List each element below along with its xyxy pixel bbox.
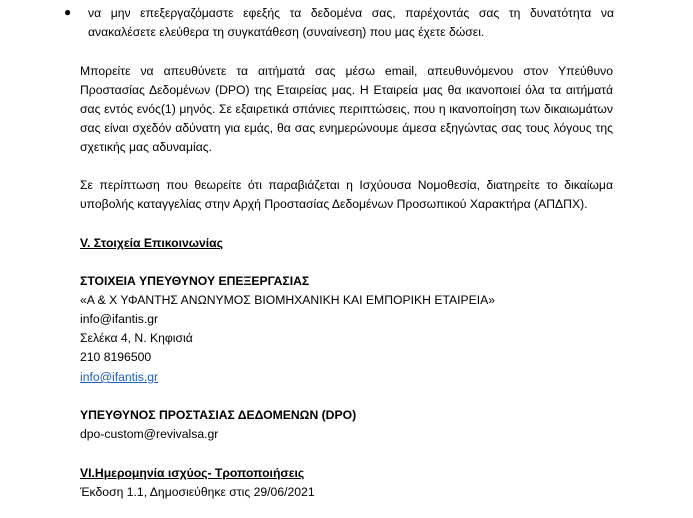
complaint-paragraph: Σε περίπτωση που θεωρείτε ότι παραβιάζεται η Ισχύουσα Νομοθεσία, διατηρείτε το δικαίωμα υποβολής καταγγελίας στην Αρχή Προστασίας Δεδομένων Προσωπικού Χαρακτήρα (ΑΠΔΠΧ).	[80, 178, 613, 211]
controller-title: ΣΤΟΙΧΕΙΑ ΥΠΕΥΘΥΝΟΥ ΕΠΕΞΕΡΓΑΣΙΑΣ	[80, 274, 310, 288]
dpo-title: ΥΠΕΥΘΥΝΟΣ ΠΡΟΣΤΑΣΙΑΣ ΔΕΔΟΜΕΝΩΝ (DPO)	[80, 408, 357, 422]
controller-phone: 210 8196500	[80, 350, 152, 364]
controller-address: Σελέκα 4, Ν. Κηφισιά	[80, 331, 193, 345]
controller-email: info@ifantis.gr	[80, 312, 159, 326]
contact-section-heading: V. Στοιχεία Επικοινωνίας	[80, 236, 224, 250]
company-name: «Α & Χ ΥΦΑΝΤΗΣ ΑΝΩΝΥΜΟΣ ΒΙΟΜΗΧΑΝΙΚΗ ΚΑΙ ΕΜΠΟΡΙΚΗ ΕΤΑΙΡΕΙΑ»	[80, 293, 496, 307]
bullet-icon: ●	[64, 5, 72, 19]
validity-section-heading: VI.Ημερομηνία ισχύος- Τροποποιήσεις	[80, 466, 305, 480]
edition-info: Έκδοση 1.1, Δημοσιεύθηκε στις 29/06/2021	[80, 485, 315, 499]
dpo-email: dpo-custom@revivalsa.gr	[80, 427, 219, 441]
requests-paragraph: Μπορείτε να απευθύνετε τα αιτήματά σας μέσω email, απευθυνόμενου στον Υπεύθυνο Προστασίας Δεδομένων (DPO) της Εταιρείας μας. Η Εταιρεία μας θα ικανοποιεί όλα τα αιτήματά σας εντός ενός(1) μηνός. Σε εξαιρετικά σπάνιες περιπτώσεις, που η ικανοποίηση των δικαιωμάτων σας είναι σχεδόν αδύνατη για εμάς, θα σας ενημερώνουμε άμεσα εξηγώντας σας τους λόγους της σχετικής μας αδυναμίας.	[80, 64, 613, 154]
list-item	[58, 4, 614, 42]
bullet-text: να μην επεξεργαζόμαστε εφεξής τα δεδομένα σας, παρέχοντάς σας τη δυνατότητα να ανακαλέσετε ελεύθερα τη συγκατάθεση (συναίνεση) που μας έχετε δώσει.	[88, 6, 614, 39]
controller-email-link[interactable]: info@ifantis.gr	[80, 370, 159, 384]
